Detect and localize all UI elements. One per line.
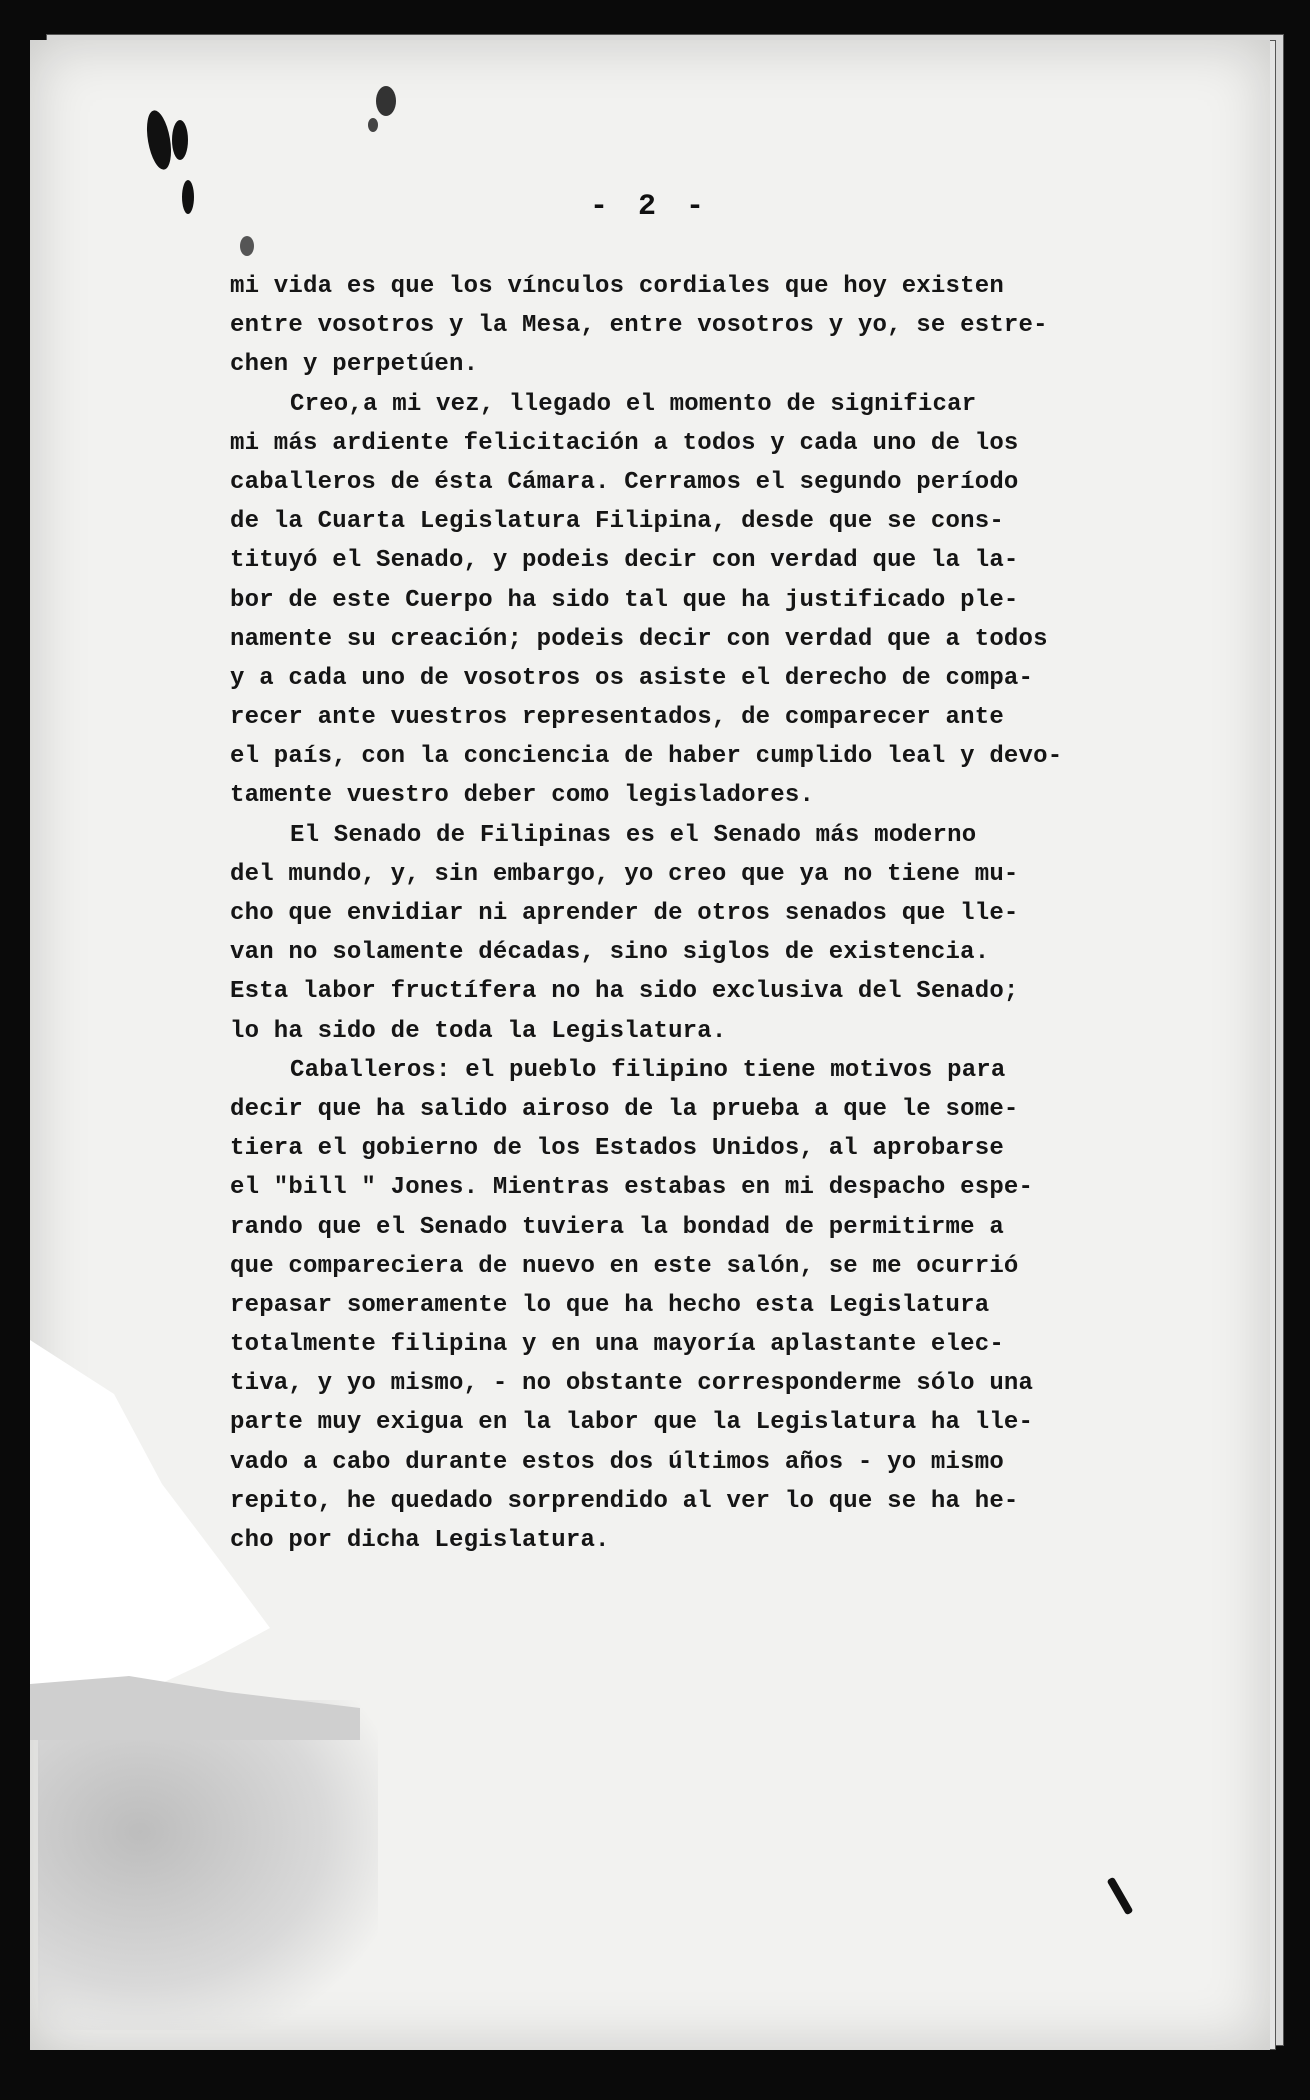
text-line: totalmente filipina y en una mayoría aplastante elec- <box>230 1331 1004 1359</box>
text-line: Caballeros: el pueblo filipino tiene motivos para <box>290 1056 1006 1084</box>
ink-stain <box>240 236 254 256</box>
text-line: El Senado de Filipinas es el Senado más moderno <box>290 821 977 849</box>
ink-stain <box>368 118 378 132</box>
text-line: mi vida es que los vínculos cordiales que hoy existen <box>230 273 1004 300</box>
text-line: tiera el gobierno de los Estados Unidos, al aprobarse <box>230 1135 1004 1163</box>
text-line: rando que el Senado tuviera la bondad de permitirme a <box>230 1213 1004 1241</box>
text-line: vado a cabo durante estos dos últimos años - yo mismo <box>230 1448 1004 1476</box>
text-line: Esta labor fructífera no ha sido exclusiva del Senado; <box>230 978 1019 1006</box>
document-page <box>30 40 1270 2050</box>
text-line: y a cada uno de vosotros os asiste el derecho de compa- <box>230 664 1034 692</box>
text-line: lo ha sido de toda la Legislatura. <box>230 1017 727 1045</box>
body-text <box>230 267 1150 1560</box>
page-number: - 2 - <box>589 190 710 224</box>
text-line: parte muy exigua en la labor que la Legislatura ha lle- <box>230 1409 1034 1437</box>
text-line: recer ante vuestros representados, de comparecer ante <box>230 704 1004 732</box>
text-line: mi más ardiente felicitación a todos y cada uno de los <box>230 429 1019 457</box>
text-line: caballeros de ésta Cámara. Cerramos el segundo período <box>230 468 1019 496</box>
text-line: cho por dicha Legislatura. <box>230 1527 610 1554</box>
text-line: Creo,a mi vez, llegado el momento de significar <box>290 390 977 418</box>
ink-stain <box>376 86 396 116</box>
ink-stain <box>172 120 188 160</box>
pencil-mark <box>1107 1877 1134 1916</box>
text-line: chen y perpetúen. <box>230 351 479 379</box>
text-line: de la Cuarta Legislatura Filipina, desde que se cons- <box>230 508 1004 536</box>
text-line: tamente vuestro deber como legisladores. <box>230 782 815 810</box>
text-line: repasar someramente lo que ha hecho esta Legislatura <box>230 1291 990 1319</box>
text-line: decir que ha salido airoso de la prueba a que le some- <box>230 1095 1019 1123</box>
water-stain <box>38 1700 378 2030</box>
text-line: tituyó el Senado, y podeis decir con verdad que la la- <box>230 547 1019 575</box>
text-line: tiva, y yo mismo, - no obstante corresponderme sólo una <box>230 1370 1034 1398</box>
text-line: que compareciera de nuevo en este salón, se me ocurrió <box>230 1252 1019 1280</box>
text-line: entre vosotros y la Mesa, entre vosotros y yo, se estre- <box>230 312 1048 340</box>
text-line: cho que envidiar ni aprender de otros senados que lle- <box>230 900 1019 927</box>
text-line: repito, he quedado sorprendido al ver lo que se ha he- <box>230 1487 1019 1515</box>
text-line: del mundo, y, sin embargo, yo creo que ya no tiene mu- <box>230 860 1019 888</box>
text-line: namente su creación; podeis decir con verdad que a todos <box>230 625 1048 653</box>
text-line: el "bill " Jones. Mientras estabas en mi despacho espe- <box>230 1174 1034 1202</box>
text-line: van no solamente décadas, sino siglos de existencia. <box>230 939 990 967</box>
text-line: el país, con la conciencia de haber cumplido leal y devo- <box>230 743 1063 771</box>
ink-stain <box>143 109 175 172</box>
text-line: bor de este Cuerpo ha sido tal que ha justificado ple- <box>230 586 1019 614</box>
